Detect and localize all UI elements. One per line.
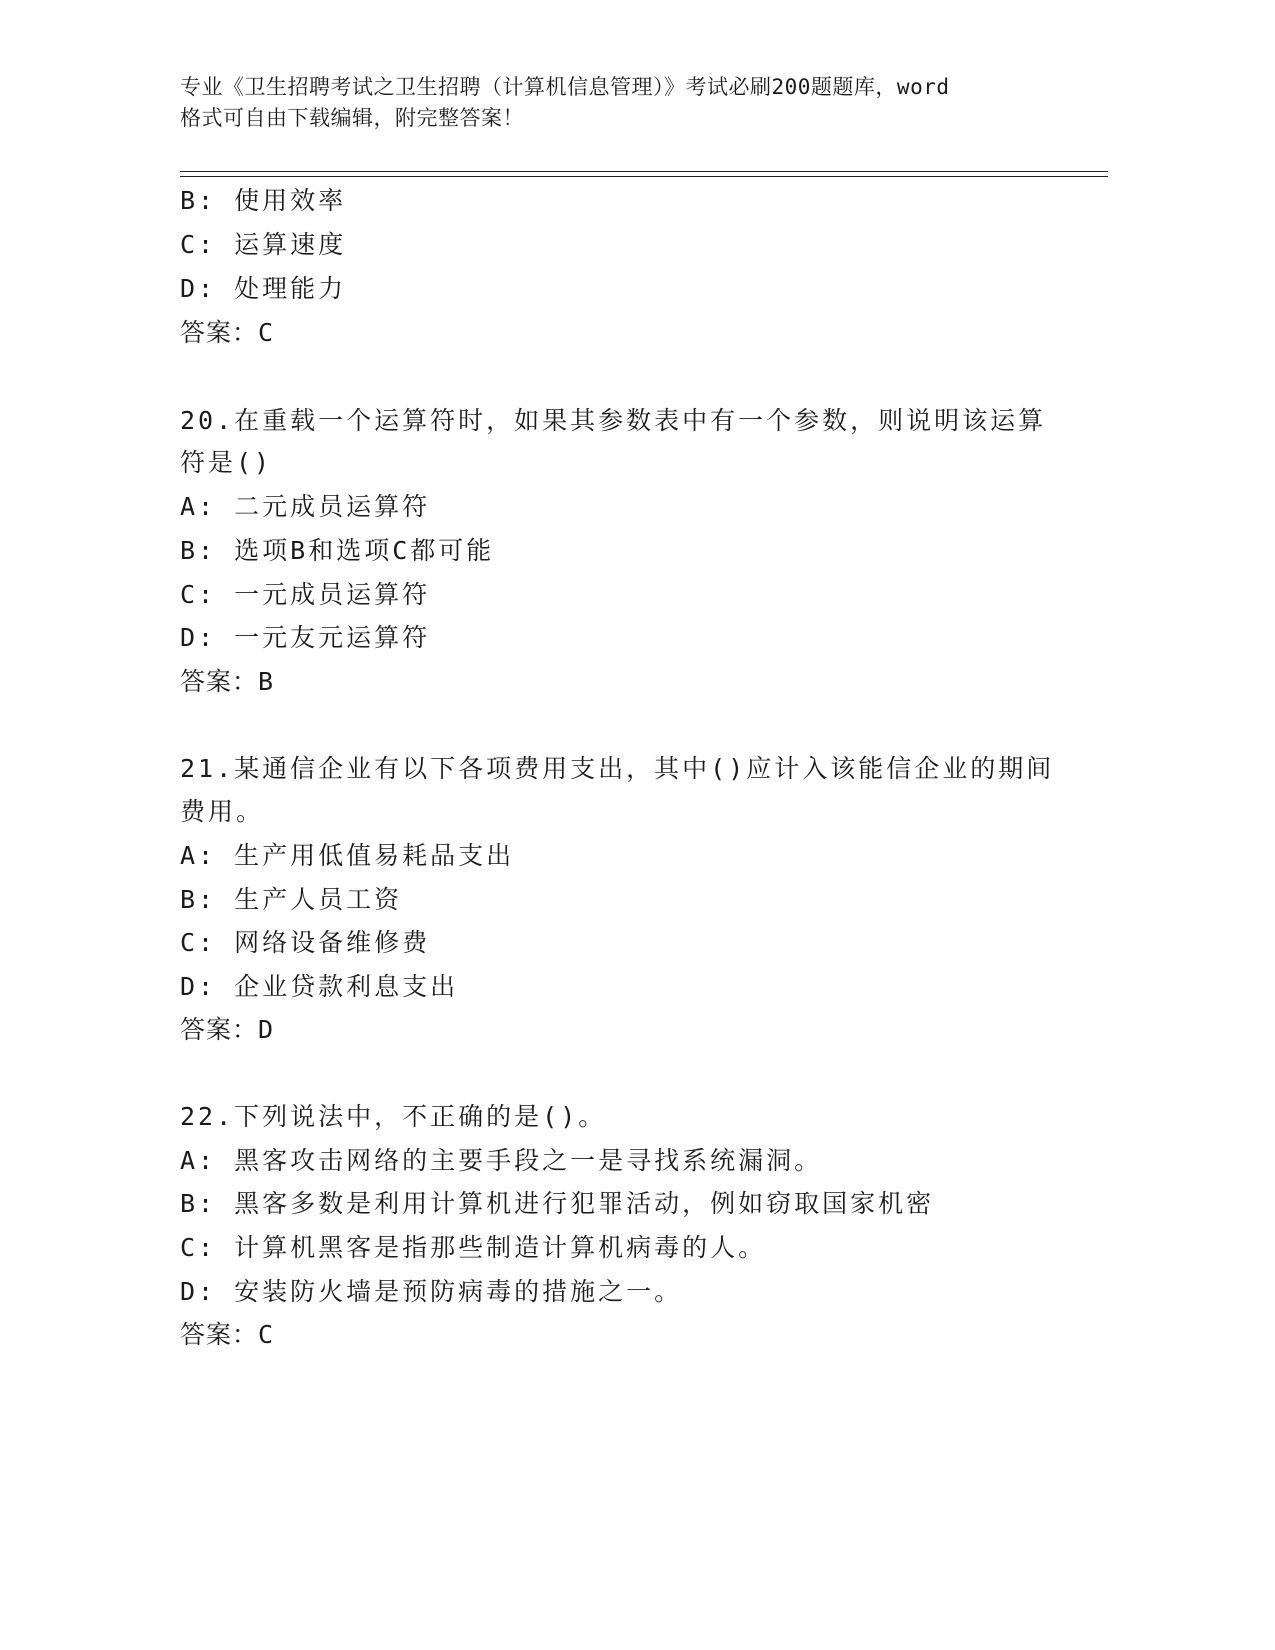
question-stem: 21.某通信企业有以下各项费用支出，其中()应计入该能信企业的期间 [180, 754, 1055, 783]
option-d: D: 处理能力 [180, 274, 347, 303]
question-stem: 22.下列说法中，不正确的是()。 [180, 1102, 607, 1131]
option-b: B: 黑客多数是利用计算机进行犯罪活动，例如窃取国家机密 [180, 1189, 935, 1218]
question-stem-continued: 费用。 [180, 797, 265, 826]
document-header [180, 72, 1080, 134]
option-c: C: 计算机黑客是指那些制造计算机病毒的人。 [180, 1233, 767, 1262]
option-a: A: 黑客攻击网络的主要手段之一是寻找系统漏洞。 [180, 1146, 823, 1175]
option-b: B: 使用效率 [180, 186, 347, 215]
header-divider-bottom [180, 176, 1108, 177]
header-line-1: 专业《卫生招聘考试之卫生招聘（计算机信息管理）》考试必刷200题题库，word [180, 75, 950, 99]
option-c: C: 网络设备维修费 [180, 928, 431, 957]
option-d: D: 企业贷款利息支出 [180, 972, 459, 1001]
answer-line: 答案：B [180, 667, 275, 696]
option-b: B: 生产人员工资 [180, 885, 403, 914]
option-c: C: 一元成员运算符 [180, 580, 431, 609]
answer-line: 答案：C [180, 1320, 275, 1349]
option-d: D: 安装防火墙是预防病毒的措施之一。 [180, 1277, 683, 1306]
option-b: B: 选项B和选项C都可能 [180, 536, 495, 565]
question-stem-continued: 符是() [180, 448, 273, 477]
option-a: A: 二元成员运算符 [180, 492, 431, 521]
answer-line: 答案：D [180, 1015, 275, 1044]
option-c: C: 运算速度 [180, 230, 347, 259]
question-stem: 20.在重载一个运算符时，如果其参数表中有一个参数，则说明该运算 [180, 406, 1047, 435]
header-line-2: 格式可自由下载编辑，附完整答案！ [180, 106, 524, 130]
option-d: D: 一元友元运算符 [180, 623, 431, 652]
answer-line: 答案：C [180, 318, 275, 347]
option-a: A: 生产用低值易耗品支出 [180, 841, 515, 870]
header-divider-top [180, 171, 1108, 172]
